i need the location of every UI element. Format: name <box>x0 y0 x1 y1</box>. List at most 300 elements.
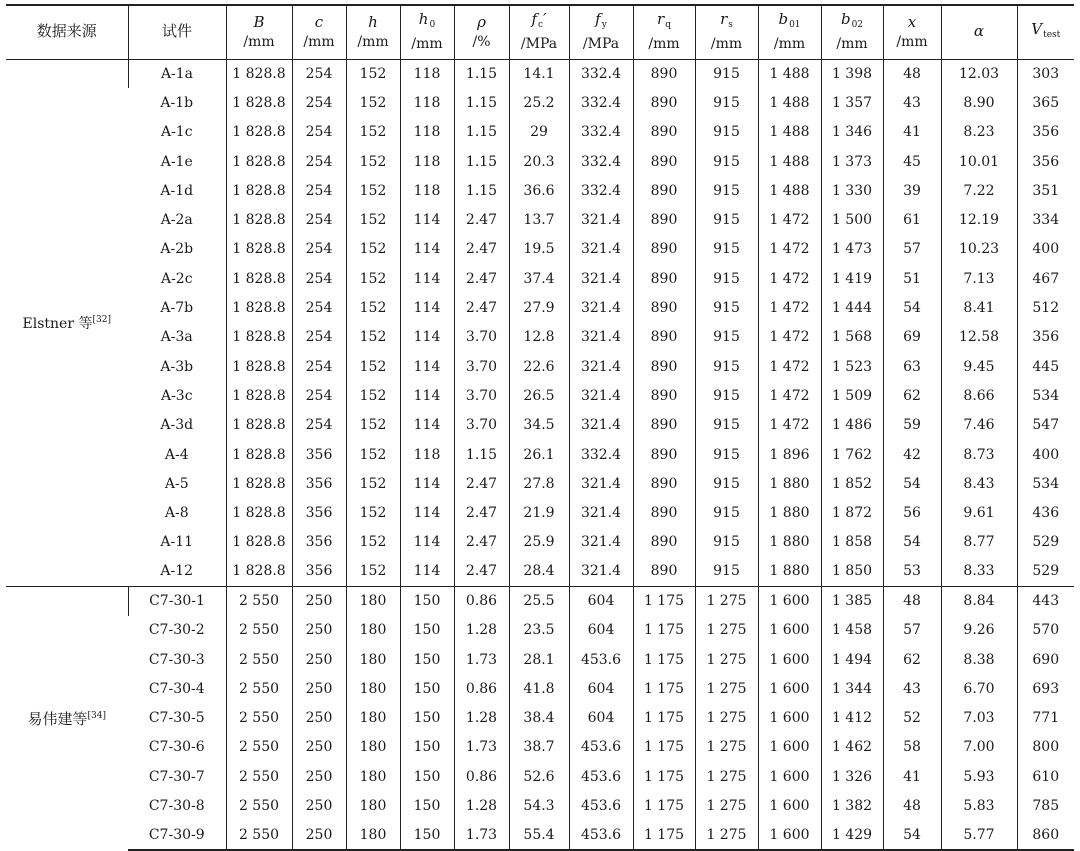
table-cell: 890 <box>633 381 695 410</box>
table-cell: 254 <box>292 59 346 88</box>
table-cell: 693 <box>1017 674 1074 703</box>
table-cell: 1 472 <box>758 323 821 352</box>
table-cell: 254 <box>292 176 346 205</box>
table-cell: 254 <box>292 293 346 322</box>
table-cell: 7.46 <box>941 411 1017 440</box>
table-cell: 1 600 <box>758 704 821 733</box>
table-cell: 1 828.8 <box>226 498 292 527</box>
table-cell: 34.5 <box>509 411 569 440</box>
table-cell: 250 <box>292 791 346 820</box>
table-cell: 771 <box>1017 704 1074 733</box>
table-cell: 1 600 <box>758 674 821 703</box>
table-cell: 915 <box>695 557 758 586</box>
table-cell: 114 <box>400 235 454 264</box>
table-cell: 152 <box>346 352 400 381</box>
table-cell: 1 488 <box>758 59 821 88</box>
table-cell: 1 275 <box>695 674 758 703</box>
table-cell: 890 <box>633 411 695 440</box>
table-cell: 114 <box>400 352 454 381</box>
table-cell: 8.33 <box>941 557 1017 586</box>
col-header-rq: $r_q$ /mm <box>633 5 695 59</box>
table-row <box>6 235 1074 264</box>
table-cell: 25.2 <box>509 88 569 117</box>
table-cell: 915 <box>695 88 758 117</box>
table-cell: 9.45 <box>941 352 1017 381</box>
table-row <box>6 293 1074 322</box>
table-row <box>6 205 1074 234</box>
table-cell: 152 <box>346 498 400 527</box>
table-cell: 604 <box>569 616 633 645</box>
table-cell: 1 472 <box>758 235 821 264</box>
table-cell: 1 326 <box>821 762 883 791</box>
table-cell: 150 <box>400 586 454 615</box>
col-header-fc: $f_c'$ /MPa <box>509 5 569 59</box>
table-cell: 254 <box>292 323 346 352</box>
table-row <box>6 704 1074 733</box>
header-row <box>6 5 1074 59</box>
table-cell: 118 <box>400 176 454 205</box>
table-cell: 114 <box>400 323 454 352</box>
table-cell: 2.47 <box>454 235 509 264</box>
table-cell: 152 <box>346 147 400 176</box>
group-elstner <box>6 59 1074 586</box>
table-cell: 1 828.8 <box>226 118 292 147</box>
table-cell: 114 <box>400 293 454 322</box>
table-cell: 890 <box>633 469 695 498</box>
table-cell: 915 <box>695 469 758 498</box>
table-cell: 785 <box>1017 791 1074 820</box>
table-cell: 356 <box>292 498 346 527</box>
table-cell: 1 472 <box>758 205 821 234</box>
table-row <box>6 176 1074 205</box>
table-cell: 321.4 <box>569 293 633 322</box>
table-cell: 2.47 <box>454 293 509 322</box>
table-cell: 1 488 <box>758 147 821 176</box>
table-cell: 1 275 <box>695 733 758 762</box>
table-cell: 512 <box>1017 293 1074 322</box>
table-cell: 250 <box>292 586 346 615</box>
table-cell: A-4 <box>164 446 189 463</box>
table-cell: 36.6 <box>509 176 569 205</box>
table-cell: A-1d <box>160 182 194 199</box>
table-cell: C7-30-4 <box>148 680 205 697</box>
table-row <box>6 88 1074 117</box>
table-cell: 332.4 <box>569 147 633 176</box>
table-cell: 321.4 <box>569 557 633 586</box>
table-cell: 43 <box>883 88 941 117</box>
table-cell: 180 <box>346 586 400 615</box>
table-cell: 915 <box>695 205 758 234</box>
table-cell: 54 <box>883 528 941 557</box>
table-cell: 180 <box>346 733 400 762</box>
table-cell: 1 850 <box>821 557 883 586</box>
table-cell: 1.15 <box>454 440 509 469</box>
table-cell: 321.4 <box>569 498 633 527</box>
table-cell: 1 357 <box>821 88 883 117</box>
table-cell: C7-30-1 <box>128 586 226 615</box>
table-cell: 332.4 <box>569 59 633 88</box>
table-cell: 54 <box>883 293 941 322</box>
table-cell: 114 <box>400 381 454 410</box>
table-cell: 48 <box>883 791 941 820</box>
table-cell: 114 <box>400 205 454 234</box>
table-cell: 890 <box>633 264 695 293</box>
table-cell: 152 <box>346 176 400 205</box>
table-cell: 118 <box>400 440 454 469</box>
table-cell: 453.6 <box>569 791 633 820</box>
table-cell: 1 275 <box>695 762 758 791</box>
table-cell: 26.5 <box>509 381 569 410</box>
table-cell: 180 <box>346 821 400 850</box>
table-cell: 27.9 <box>509 293 569 322</box>
table-cell: 1.28 <box>454 791 509 820</box>
source-cell <box>6 586 128 850</box>
table-cell: 118 <box>400 88 454 117</box>
table-cell: A-3d <box>160 417 194 434</box>
table-cell: 610 <box>1017 762 1074 791</box>
table-cell: 118 <box>400 147 454 176</box>
col-header-h0: $h_0$ /mm <box>400 5 454 59</box>
col-header-x: x /mm <box>883 5 941 59</box>
table-cell: 7.13 <box>941 264 1017 293</box>
table-row <box>6 469 1074 498</box>
table-cell: 8.77 <box>941 528 1017 557</box>
table-cell: 1 429 <box>821 821 883 850</box>
table-cell: 2 550 <box>226 586 292 615</box>
table-cell: 42 <box>883 440 941 469</box>
reference-marker: [34] <box>87 710 106 721</box>
table-cell: 400 <box>1017 235 1074 264</box>
table-cell: C7-30-5 <box>148 710 205 727</box>
table-cell: 1 472 <box>758 352 821 381</box>
table-cell: C7-30-3 <box>148 651 205 668</box>
table-cell: 114 <box>400 469 454 498</box>
table-cell: C7-30-2 <box>148 622 205 639</box>
table-cell: 41 <box>883 762 941 791</box>
table-cell: 62 <box>883 381 941 410</box>
table-cell: 1 175 <box>633 791 695 820</box>
table-cell: 59 <box>883 411 941 440</box>
table-cell: 254 <box>292 205 346 234</box>
table-cell: 45 <box>883 147 941 176</box>
table-cell: 1 828.8 <box>226 235 292 264</box>
table-cell: 356 <box>1017 118 1074 147</box>
table-cell: 63 <box>883 352 941 381</box>
table-cell: 114 <box>400 557 454 586</box>
table-cell: 1 330 <box>821 176 883 205</box>
table-cell: 1 488 <box>758 118 821 147</box>
table-cell: 1 412 <box>821 704 883 733</box>
table-cell: 1 600 <box>758 586 821 615</box>
table-cell: 915 <box>695 440 758 469</box>
table-cell: 14.1 <box>509 59 569 88</box>
table-cell: A-2b <box>160 241 194 258</box>
table-cell: 8.43 <box>941 469 1017 498</box>
table-cell: 915 <box>695 323 758 352</box>
table-cell: 1 175 <box>633 762 695 791</box>
table-cell: 570 <box>1017 616 1074 645</box>
table-cell: 1 828.8 <box>226 381 292 410</box>
table-cell: A-1a <box>128 59 226 88</box>
table-cell: 7.03 <box>941 704 1017 733</box>
table-cell: 890 <box>633 235 695 264</box>
col-header-b01: $b_{01}$ /mm <box>758 5 821 59</box>
table-cell: 3.70 <box>454 411 509 440</box>
col-header-rho: ρ /% <box>454 5 509 59</box>
table-cell: 1 828.8 <box>226 293 292 322</box>
table-cell: A-3b <box>160 358 194 375</box>
table-cell: 152 <box>346 411 400 440</box>
table-cell: 890 <box>633 323 695 352</box>
table-cell: 2.47 <box>454 557 509 586</box>
table-cell: 1 175 <box>633 733 695 762</box>
table-row <box>6 118 1074 147</box>
table-cell: 1 373 <box>821 147 883 176</box>
table-cell: 2.47 <box>454 264 509 293</box>
table-cell: 180 <box>346 674 400 703</box>
table-cell: 1 896 <box>758 440 821 469</box>
table-cell: 250 <box>292 616 346 645</box>
table-cell: 150 <box>400 791 454 820</box>
table-cell: 3.70 <box>454 352 509 381</box>
table-cell: 152 <box>346 557 400 586</box>
table-cell: 690 <box>1017 645 1074 674</box>
table-cell: 9.61 <box>941 498 1017 527</box>
col-header-rs: $r_s$ /mm <box>695 5 758 59</box>
table-cell: 445 <box>1017 352 1074 381</box>
table-cell: 8.41 <box>941 293 1017 322</box>
table-cell: 1 175 <box>633 586 695 615</box>
table-cell: C7-30-7 <box>148 768 205 785</box>
table-row <box>6 616 1074 645</box>
table-cell: 48 <box>883 59 941 88</box>
table-cell: 547 <box>1017 411 1074 440</box>
table-cell: 27.8 <box>509 469 569 498</box>
table-cell: 1 385 <box>821 586 883 615</box>
table-cell: C7-30-6 <box>148 739 205 756</box>
table-cell: 10.23 <box>941 235 1017 264</box>
table-cell: 332.4 <box>569 440 633 469</box>
table-cell: 467 <box>1017 264 1074 293</box>
table-cell: 152 <box>346 205 400 234</box>
table-cell: 915 <box>695 147 758 176</box>
table-cell: 1 523 <box>821 352 883 381</box>
table-cell: 529 <box>1017 528 1074 557</box>
table-cell: 56 <box>883 498 941 527</box>
table-cell: 1 828.8 <box>226 176 292 205</box>
table-cell: 1 472 <box>758 381 821 410</box>
table-row <box>6 586 1074 615</box>
table-cell: 2.47 <box>454 498 509 527</box>
table-cell: 351 <box>1017 176 1074 205</box>
table-cell: 0.86 <box>454 762 509 791</box>
table-row <box>6 674 1074 703</box>
table-cell: 1 275 <box>695 821 758 850</box>
data-table <box>6 4 1074 851</box>
table-cell: 8.84 <box>941 586 1017 615</box>
table-cell: 26.1 <box>509 440 569 469</box>
table-cell: 1 568 <box>821 323 883 352</box>
table-cell: 321.4 <box>569 528 633 557</box>
table-cell: 1 494 <box>821 645 883 674</box>
table-cell: 150 <box>400 821 454 850</box>
table-cell: 1 473 <box>821 235 883 264</box>
table-cell: 2.47 <box>454 469 509 498</box>
table-cell: 53 <box>883 557 941 586</box>
table-cell: 1 828.8 <box>226 469 292 498</box>
table-cell: 152 <box>346 381 400 410</box>
table-cell: 1 872 <box>821 498 883 527</box>
table-cell: 890 <box>633 59 695 88</box>
table-cell: 254 <box>292 381 346 410</box>
col-header-vtest: $V_{test}$ <box>1017 5 1074 59</box>
table-cell: 114 <box>400 264 454 293</box>
table-cell: 2 550 <box>226 762 292 791</box>
table-cell: 2.47 <box>454 205 509 234</box>
table-row <box>6 381 1074 410</box>
table-cell: 180 <box>346 762 400 791</box>
table-cell: 250 <box>292 821 346 850</box>
table-cell: A-2c <box>160 270 193 287</box>
table-cell: 1 600 <box>758 762 821 791</box>
table-cell: 54 <box>883 821 941 850</box>
table-cell: 152 <box>346 235 400 264</box>
table-cell: 890 <box>633 147 695 176</box>
table-cell: 69 <box>883 323 941 352</box>
table-cell: 38.4 <box>509 704 569 733</box>
table-cell: 8.66 <box>941 381 1017 410</box>
table-cell: 254 <box>292 118 346 147</box>
table-cell: 2 550 <box>226 733 292 762</box>
table-cell: 1 828.8 <box>226 205 292 234</box>
table-cell: 534 <box>1017 469 1074 498</box>
table-cell: 1 509 <box>821 381 883 410</box>
table-cell: 356 <box>1017 147 1074 176</box>
table-cell: 1 600 <box>758 645 821 674</box>
table-cell: 250 <box>292 704 346 733</box>
table-cell: 54.3 <box>509 791 569 820</box>
table-row <box>6 264 1074 293</box>
table-cell: 152 <box>346 528 400 557</box>
col-header-fy: $f_y$ /MPa <box>569 5 633 59</box>
table-cell: 1 828.8 <box>226 411 292 440</box>
table-cell: A-3c <box>160 387 193 404</box>
table-cell: 1 828.8 <box>226 88 292 117</box>
table-cell: 52.6 <box>509 762 569 791</box>
table-cell: 915 <box>695 176 758 205</box>
table-cell: 1 600 <box>758 821 821 850</box>
table-cell: 118 <box>400 59 454 88</box>
table-cell: C7-30-8 <box>148 798 205 815</box>
table-cell: 1 382 <box>821 791 883 820</box>
table-cell: 180 <box>346 704 400 733</box>
table-cell: 152 <box>346 118 400 147</box>
table-cell: 114 <box>400 528 454 557</box>
table-cell: 1 880 <box>758 557 821 586</box>
table-cell: 152 <box>346 469 400 498</box>
table-cell: 9.26 <box>941 616 1017 645</box>
table-cell: A-12 <box>160 563 194 580</box>
table-cell: 890 <box>633 498 695 527</box>
table-cell: 2 550 <box>226 674 292 703</box>
table-cell: 2 550 <box>226 821 292 850</box>
table-cell: 915 <box>695 235 758 264</box>
table-cell: 8.38 <box>941 645 1017 674</box>
table-cell: 1.15 <box>454 59 509 88</box>
table-row <box>6 352 1074 381</box>
table-cell: 152 <box>346 264 400 293</box>
table-cell: 915 <box>695 528 758 557</box>
table-cell: 890 <box>633 352 695 381</box>
table-cell: 1 828.8 <box>226 557 292 586</box>
table-cell: 54 <box>883 469 941 498</box>
table-cell: C7-30-9 <box>128 821 226 850</box>
table-cell: 365 <box>1017 88 1074 117</box>
table-row <box>6 762 1074 791</box>
table-cell: 1 275 <box>695 791 758 820</box>
source-cell <box>6 59 128 586</box>
table-cell: 7.00 <box>941 733 1017 762</box>
table-cell: 28.4 <box>509 557 569 586</box>
table-cell: 1.73 <box>454 821 509 850</box>
table-cell: 48 <box>883 586 941 615</box>
table-cell: A-7b <box>160 300 194 317</box>
table-cell: 1 600 <box>758 791 821 820</box>
table-cell: 1 828.8 <box>226 352 292 381</box>
table-cell: 321.4 <box>569 352 633 381</box>
table-cell: 118 <box>400 118 454 147</box>
table-cell: 51 <box>883 264 941 293</box>
table-cell: 890 <box>633 557 695 586</box>
table-cell: 890 <box>633 176 695 205</box>
table-cell: 436 <box>1017 498 1074 527</box>
table-cell: 1 175 <box>633 645 695 674</box>
table-cell: 1 175 <box>633 674 695 703</box>
table-cell: 5.93 <box>941 762 1017 791</box>
table-cell: 604 <box>569 586 633 615</box>
table-cell: 303 <box>1017 59 1074 88</box>
table-cell: 39 <box>883 176 941 205</box>
table-cell: 2 550 <box>226 645 292 674</box>
table-cell: 1 880 <box>758 498 821 527</box>
table-cell: A-3a <box>160 329 193 346</box>
table-cell: 37.4 <box>509 264 569 293</box>
table-cell: 321.4 <box>569 381 633 410</box>
table-cell: 321.4 <box>569 323 633 352</box>
table-cell: 41.8 <box>509 674 569 703</box>
table-cell: 152 <box>346 323 400 352</box>
table-cell: 250 <box>292 645 346 674</box>
table-cell: 22.6 <box>509 352 569 381</box>
table-cell: 114 <box>400 411 454 440</box>
table-cell: 250 <box>292 733 346 762</box>
table-cell: 1 419 <box>821 264 883 293</box>
table-cell: 1.15 <box>454 147 509 176</box>
table-cell: 1 462 <box>821 733 883 762</box>
table-cell: 860 <box>1017 821 1074 850</box>
table-cell: A-1b <box>160 94 194 111</box>
table-cell: 1.28 <box>454 616 509 645</box>
table-row <box>6 498 1074 527</box>
table-cell: 334 <box>1017 205 1074 234</box>
table-cell: 0.86 <box>454 586 509 615</box>
table-cell: 1.15 <box>454 88 509 117</box>
table-cell: 453.6 <box>569 762 633 791</box>
table-cell: 25.5 <box>509 586 569 615</box>
table-cell: 2 550 <box>226 704 292 733</box>
col-header-h: h /mm <box>346 5 400 59</box>
table-row <box>6 323 1074 352</box>
